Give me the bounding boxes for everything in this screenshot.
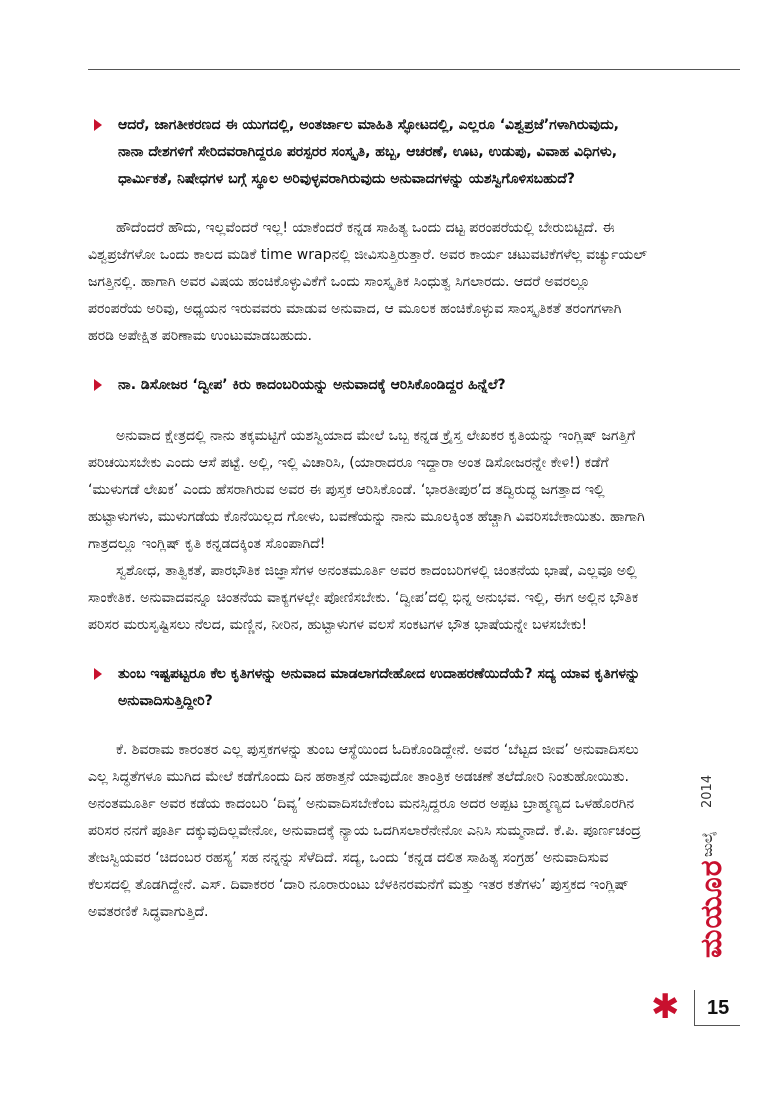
asterisk-icon: ✱ bbox=[651, 987, 680, 1027]
answer-3 bbox=[88, 737, 648, 926]
triangle-bullet-icon bbox=[94, 119, 102, 131]
question-text: ಆದರೆ, ಜಾಗತೀಕರಣದ ಈ ಯುಗದಲ್ಲಿ, ಅಂತರ್ಜಾಲ ಮಾಹಿತಿ ಸ್ಫೋಟದಲ್ಲಿ, ಎಲ್ಲರೂ ‘ವಿಶ್ವಪ್ರಜೆ’ಗಳಾಗಿರುವುದು, ನಾನಾ ದೇಶಗಳಿಗೆ ಸೇರಿದವರಾಗಿದ್ದರೂ ಪರಸ್ಪರರ ಸಂಸ್ಕೃತಿ, ಹಬ್ಬ, ಆಚರಣೆ, ಊಟ, ಉಡುಪು, ವಿವಾಹ ವಿಧಿಗಳು, ಧಾರ್ಮಿಕತೆ, ನಿಷೇಧಗಳ ಬಗ್ಗೆ ಸ್ಥೂಲ ಅರಿವುಳ್ಳವರಾಗಿರುವುದು ಅನುವಾದಗಳನ್ನು ಯಶಸ್ವಿಗೊಳಿಸಬಹುದೆ? bbox=[118, 117, 619, 187]
question-text: ನಾ. ಡಿಸೋಜರ ‘ದ್ವೀಪ’ ಕಿರು ಕಾದಂಬರಿಯನ್ನು ಅನುವಾದಕ್ಕೆ ಆರಿಸಿಕೊಂಡಿದ್ದರ ಹಿನ್ನೆಲೆ? bbox=[118, 377, 506, 393]
question-text: ತುಂಬ ಇಷ್ಟಪಟ್ಟರೂ ಕೆಲ ಕೃತಿಗಳನ್ನು ಅನುವಾದ ಮಾಡಲಾಗದೇಹೋದ ಉದಾಹರಣೆಯಿದೆಯೆ? ಸದ್ಯ ಯಾವ ಕೃತಿಗಳನ್ನು ಅನುವಾದಿಸುತ್ತಿದ್ದೀರಿ? bbox=[118, 666, 641, 709]
question-2 bbox=[88, 372, 648, 399]
answer-paragraph: ಅನುವಾದ ಕ್ಷೇತ್ರದಲ್ಲಿ ನಾನು ತಕ್ಕಮಟ್ಟಿಗೆ ಯಶಸ್ವಿಯಾದ ಮೇಲೆ ಒಬ್ಬ ಕನ್ನಡ ಕ್ರೈಸ್ತ ಲೇಖಕರ ಕೃತಿಯನ್ನು ಇಂಗ್ಲಿಷ್ ಜಗತ್ತಿಗೆ ಪರಿಚಯಿಸಬೇಕು ಎಂದು ಆಸೆ ಪಟ್ಟೆ. ಅಲ್ಲಿ, ಇಲ್ಲಿ ವಿಚಾರಿಸಿ, (ಯಾರಾದರೂ ಇದ್ದಾರಾ ಅಂತ ಡಿಸೋಜರನ್ನೇ ಕೇಳಿ!) ಕಡೆಗೆ ‘ಮುಳುಗಡೆ ಲೇಖಕ’ ಎಂದು ಹೆಸರಾಗಿರುವ ಅವರ ಈ ಪುಸ್ತಕ ಆರಿಸಿಕೊಂಡೆ. ‘ಭಾರತೀಪುರ’ದ ತದ್ವಿರುದ್ಧ ಜಗತ್ತಾದ ಇಲ್ಲಿ ಹುಟ್ಟಾಳುಗಳು, ಮುಳುಗಡೆಯ ಕೊನೆಯಿಲ್ಲದ ಗೋಳು, ಬವಣೆಯನ್ನು ನಾನು ಮೂಲಕ್ಕಿಂತ ಹೆಚ್ಚಾಗಿ ವಿವರಿಸಬೇಕಾಯಿತು. ಹಾಗಾಗಿ ಗಾತ್ರದಲ್ಲೂ ಇಂಗ್ಲಿಷ್ ಕೃತಿ ಕನ್ನಡದಕ್ಕಿಂತ ಸೊಂಪಾಗಿದೆ! bbox=[88, 428, 645, 552]
question-1 bbox=[88, 112, 648, 193]
issue-year: 2014 bbox=[700, 774, 715, 808]
magazine-logo: ಮಯೂರ bbox=[694, 859, 729, 958]
answer-2 bbox=[88, 423, 648, 639]
header-rule bbox=[88, 69, 740, 70]
answer-paragraph: ಕೆ. ಶಿವರಾಮ ಕಾರಂತರ ಎಲ್ಲ ಪುಸ್ತಕಗಳನ್ನು ತುಂಬ ಆಸ್ಥೆಯಿಂದ ಓದಿಕೊಂಡಿದ್ದೇನೆ. ಅವರ ‘ಬೆಟ್ಟದ ಜೀವ’ ಅನುವಾದಿಸಲು ಎಲ್ಲ ಸಿದ್ಧತೆಗಳೂ ಮುಗಿದ ಮೇಲೆ ಕಡೆಗೊಂದು ದಿನ ಹಠಾತ್ತನೆ ಯಾವುದೋ ತಾಂತ್ರಿಕ ಅಡಚಣೆ ತಲೆದೋರಿ ನಿಂತುಹೋಯಿತು. ಅನಂತಮೂರ್ತಿ ಅವರ ಕಡೆಯ ಕಾದಂಬರಿ ‘ದಿವ್ಯ’ ಅನುವಾದಿಸಬೇಕೆಂಬ ಮನಸ್ಸಿದ್ದರೂ ಅದರ ಅಪ್ಪಟ ಬ್ರಾಹ್ಮಣ್ಯದ ಒಳಹೊರಗಿನ ಪರಿಸರ ನನಗೆ ಪೂರ್ತಿ ದಕ್ಕುವುದಿಲ್ಲವೇನೋ, ಅನುವಾದಕ್ಕೆ ನ್ಯಾಯ ಒದಗಿಸಲಾರೆನೇನೋ ಎನಿಸಿ ಸುಮ್ಮನಾದೆ. ಕೆ.ಪಿ. ಪೂರ್ಣಚಂದ್ರ ತೇಜಸ್ವಿಯವರ ‘ಚಿದಂಬರ ರಹಸ್ಯ’ ಸಹ ನನ್ನನ್ನು ಸೆಳೆದಿದೆ. ಸದ್ಯ, ಒಂದು ‘ಕನ್ನಡ ದಲಿತ ಸಾಹಿತ್ಯ ಸಂಗ್ರಹ’ ಅನುವಾದಿಸುವ ಕೆಲಸದಲ್ಲಿ ತೊಡಗಿದ್ದೇನೆ. ಎಸ್. ದಿವಾಕರರ ‘ದಾರಿ ನೂರಾರುಂಟು ಬೆಳಕಿನರಮನೆಗೆ ಮತ್ತು ಇತರ ಕತೆಗಳು’ ಪುಸ್ತಕದ ಇಂಗ್ಲಿಷ್ ಅವತರಣಿಕೆ ಸಿದ್ಧವಾಗುತ್ತಿದೆ. bbox=[88, 742, 641, 920]
triangle-bullet-icon bbox=[94, 668, 102, 680]
footer-rule-horizontal bbox=[694, 1025, 740, 1026]
issue-month: ಜುಲೈ bbox=[700, 831, 716, 857]
page-number: 15 bbox=[707, 997, 730, 1019]
answer-paragraph: ಹೌದೆಂದರೆ ಹೌದು, ಇಲ್ಲವೆಂದರೆ ಇಲ್ಲ! ಯಾಕೆಂದರೆ ಕನ್ನಡ ಸಾಹಿತ್ಯ ಒಂದು ದಟ್ಟ ಪರಂಪರೆಯಲ್ಲಿ ಬೇರುಬಿಟ್ಟಿದೆ. ಈ ವಿಶ್ವಪ್ರಜೆಗಳೋ ಒಂದು ಕಾಲದ ಮಡಿಕೆ time wrapನಲ್ಲಿ ಜೀವಿಸುತ್ತಿರುತ್ತಾರೆ. ಅವರ ಕಾರ್ಯ ಚಟುವಟಿಕೆಗಳೆಲ್ಲ ವರ್ಚ್ಯುಯಲ್ ಜಗತ್ತಿನಲ್ಲಿ. ಹಾಗಾಗಿ ಅವರ ವಿಷಯ ಹಂಚಿಕೊಳ್ಳುವಿಕೆಗೆ ಒಂದು ಸಾಂಸ್ಕೃತಿಕ ಸಿಂಧುತ್ವ ಸಿಗಲಾರದು. ಆದರೆ ಅವರಲ್ಲೂ ಪರಂಪರೆಯ ಅರಿವು, ಅಧ್ಯಯನ ಇರುವವರು ಮಾಡುವ ಅನುವಾದ, ಆ ಮೂಲಕ ಹಂಚಿಕೊಳ್ಳುವ ಸಾಂಸ್ಕೃತಿಕತೆ ತರಂಗಗಳಾಗಿ ಹರಡಿ ಅಪೇಕ್ಷಿತ ಪರಿಣಾಮ ಉಂಟುಮಾಡಬಹುದು. bbox=[88, 220, 647, 344]
answer-paragraph: ಸ್ವಶೋಧ, ತಾತ್ವಿಕತೆ, ಪಾರಭೌತಿಕ ಜಿಜ್ಞಾಸೆಗಳ ಅನಂತಮೂರ್ತಿ ಅವರ ಕಾದಂಬರಿಗಳಲ್ಲಿ ಚಿಂತನೆಯ ಭಾಷೆ, ಎಲ್ಲವೂ ಅಲ್ಲಿ ಸಾಂಕೇತಿಕ. ಅನುವಾದವನ್ನೂ ಚಿಂತನೆಯ ವಾಕ್ಯಗಳಲ್ಲೇ ಪೋಣಿಸಬೇಕು. ‘ದ್ವೀಪ’ದಲ್ಲಿ ಭಿನ್ನ ಅನುಭವ. ಇಲ್ಲಿ, ಈಗ ಅಲ್ಲಿನ ಭೌತಿಕ ಪರಿಸರ ಮರುಸೃಷ್ಟಿಸಲು ನೆಲದ, ಮಣ್ಣಿನ, ನೀರಿನ, ಹುಟ್ಟಾಳುಗಳ ವಲಸೆ ಸಂಕಟಗಳ ಭೌತ ಭಾಷೆಯನ್ನೇ ಬಳಸಬೇಕು! bbox=[88, 563, 639, 633]
article-body bbox=[88, 112, 648, 926]
triangle-bullet-icon bbox=[94, 379, 102, 391]
question-3 bbox=[88, 661, 648, 715]
answer-1 bbox=[88, 215, 648, 350]
footer-rule-vertical bbox=[694, 990, 695, 1026]
